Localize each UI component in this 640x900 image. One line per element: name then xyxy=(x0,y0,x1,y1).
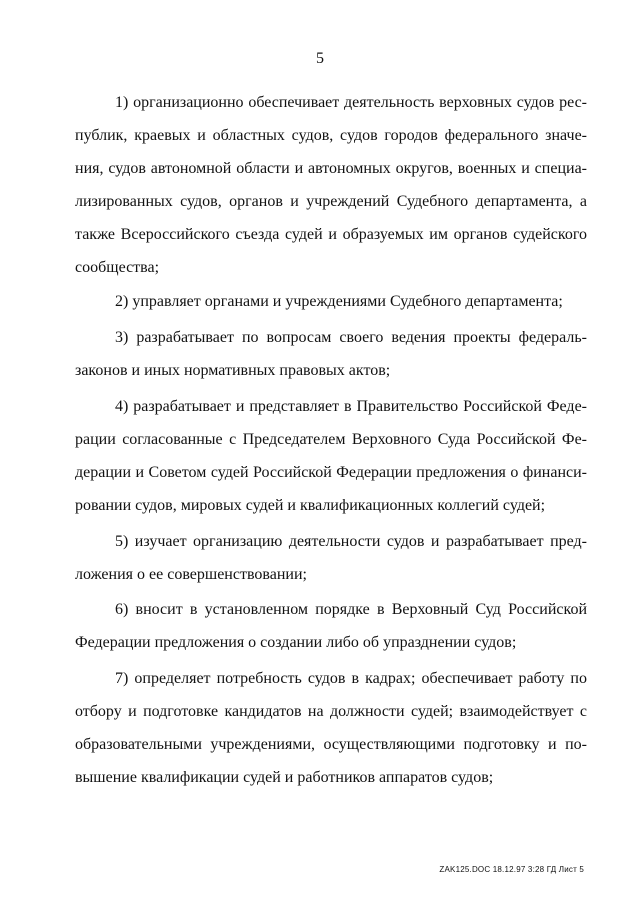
text-line: законов и иных нормативных правовых актов; xyxy=(75,362,391,379)
text-line: ния, судов автономной области и автономных округов, военных и специа- xyxy=(75,160,587,177)
text-line: рации согласованные с Председателем Верховного Суда Российской Фе- xyxy=(75,431,587,448)
text-line: вышение квалификации судей и работников аппаратов судов; xyxy=(75,769,494,786)
text-line: лизированных судов, органов и учреждений Судебного департамента, а xyxy=(75,193,587,210)
text-line: 5) изучает организацию деятельности судов и разрабатывает пред- xyxy=(115,533,587,550)
text-line: 2) управляет органами и учреждениями Судебного департамента; xyxy=(115,293,563,310)
text-line: образовательными учреждениями, осуществляющими подготовку и по- xyxy=(75,736,587,753)
text-line: 6) вносит в установленном порядке в Верховный Суд Российской xyxy=(115,601,587,618)
text-line: Федерации предложения о создании либо об упразднении судов; xyxy=(75,634,517,651)
document-footer: ZAK125.DOC 18.12.97 3:28 ГД Лист 5 xyxy=(439,865,584,874)
text-line: публик, краевых и областных судов, судов городов федерального значе- xyxy=(75,127,587,144)
text-line: сообщества; xyxy=(75,259,160,276)
text-line: 3) разрабатывает по вопросам своего ведения проекты федераль- xyxy=(115,329,587,346)
page-number: 5 xyxy=(316,50,324,67)
text-line: 7) определяет потребность судов в кадрах; обеспечивает работу по xyxy=(115,670,587,687)
text-line: 1) организационно обеспечивает деятельность верховных судов рес- xyxy=(115,94,587,111)
text-line: отбору и подготовке кандидатов на должности судей; взаимодействует с xyxy=(75,703,587,720)
text-line: также Всероссийского съезда судей и образуемых им органов судейского xyxy=(75,226,587,243)
text-line: ровании судов, мировых судей и квалификационных коллегий судей; xyxy=(75,497,546,514)
text-line: 4) разрабатывает и представляет в Правительство Российской Феде- xyxy=(115,398,587,415)
text-line: ложения о ее совершенствовании; xyxy=(75,566,307,583)
text-line: дерации и Советом судей Российской Федерации предложения о финанси- xyxy=(75,464,587,481)
